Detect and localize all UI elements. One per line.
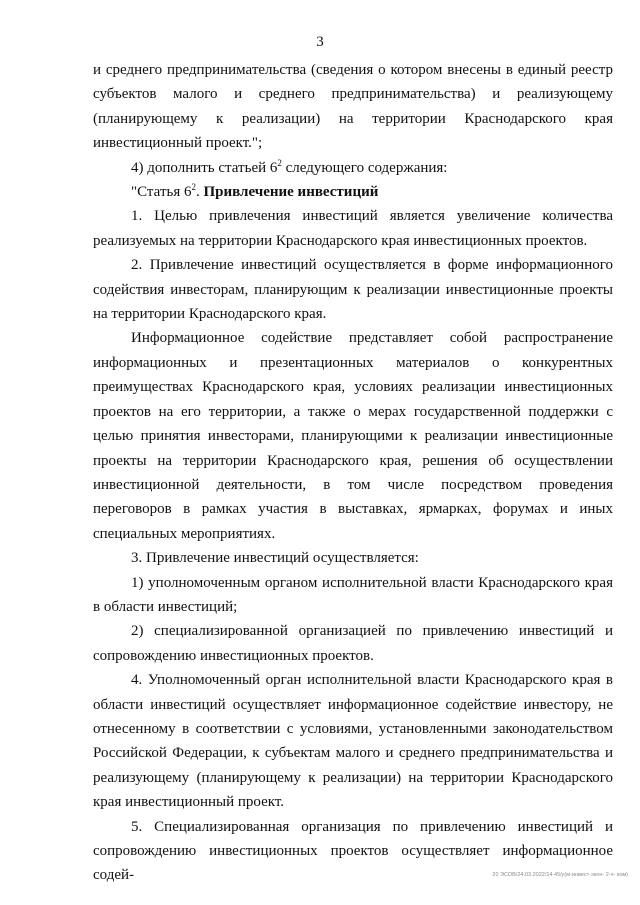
amendment-text-start: 4) дополнить статьей 6	[131, 159, 278, 176]
paragraph-subitem-1: 1) уполномоченным органом исполнительной власти Краснодарского края в области инвестиций;	[93, 574, 613, 615]
superscript: 2	[191, 182, 196, 193]
article-label-dot: .	[195, 184, 200, 201]
superscript: 2	[277, 157, 282, 168]
footer-document-code: 20 ЭСОВ/24.03.2022/14 45/у(м-инвест-экон- 2-ч- ком)	[492, 872, 628, 878]
paragraph-amendment-4	[93, 156, 613, 180]
paragraph-item-1: 1. Целью привлечения инвестиций является увеличение количества реализуемых на территории Краснодарского края инвестиционных проектов.	[93, 208, 613, 249]
paragraph-info-support: Информационное содействие представляет собой распространение информационных и презентационных материалов о конкурентных преимуществах Краснодарского края, условиях реализации инвестиционных проектов на его территории, а также о мерах государственной поддержки с целью принятия инвесторами, планирующими к реализации инвестиционные проекты на территории Краснодарского края, решения об осуществлении инвестиционной деятельности, в том числе посредством проведения переговоров в рамках участия в выставках, ярмарках, форумах и иных специальных мероприятиях.	[93, 330, 613, 542]
paragraph-continuation: и среднего предпринимательства (сведения о котором внесены в единый реестр субъектов малого и среднего предпринимательства) и реализующему (планирующему к реализации) на территории Краснодарского края инвестиционный проект.";	[93, 62, 613, 152]
paragraph-item-4: 4. Уполномоченный орган исполнительной власти Краснодарского края в области инвестиций осуществляет информационное содействие инвестору, не отнесенному в соответствии с условиями, установленными законодательством Российской Федерации, к субъектам малого и среднего предпринимательства и реализующему (планирующему к реализации) на территории Краснодарского края инвестиционный проект.	[93, 672, 613, 811]
article-label: "Статья 6	[131, 184, 192, 201]
paragraph-item-5: 5. Специализированная организация по привлечению инвестиций и сопровождению инвестиционных проектов осуществляет информационное содей-	[93, 818, 613, 884]
paragraph-subitem-2: 2) специализированной организацией по привлечению инвестиций и сопровождению инвестиционных проектов.	[93, 623, 613, 664]
paragraph-item-2: 2. Привлечение инвестиций осуществляется в форме информационного содействия инвесторам, планирующим к реализации инвестиционные проекты на территории Краснодарского края.	[93, 257, 613, 323]
article-heading	[93, 180, 613, 204]
amendment-text-end: следующего содержания:	[281, 159, 448, 176]
article-title: Привлечение инвестиций	[203, 184, 379, 201]
paragraph-item-3: 3. Привлечение инвестиций осуществляется:	[131, 550, 419, 567]
document-body	[93, 58, 613, 888]
page-number: 3	[316, 34, 324, 50]
